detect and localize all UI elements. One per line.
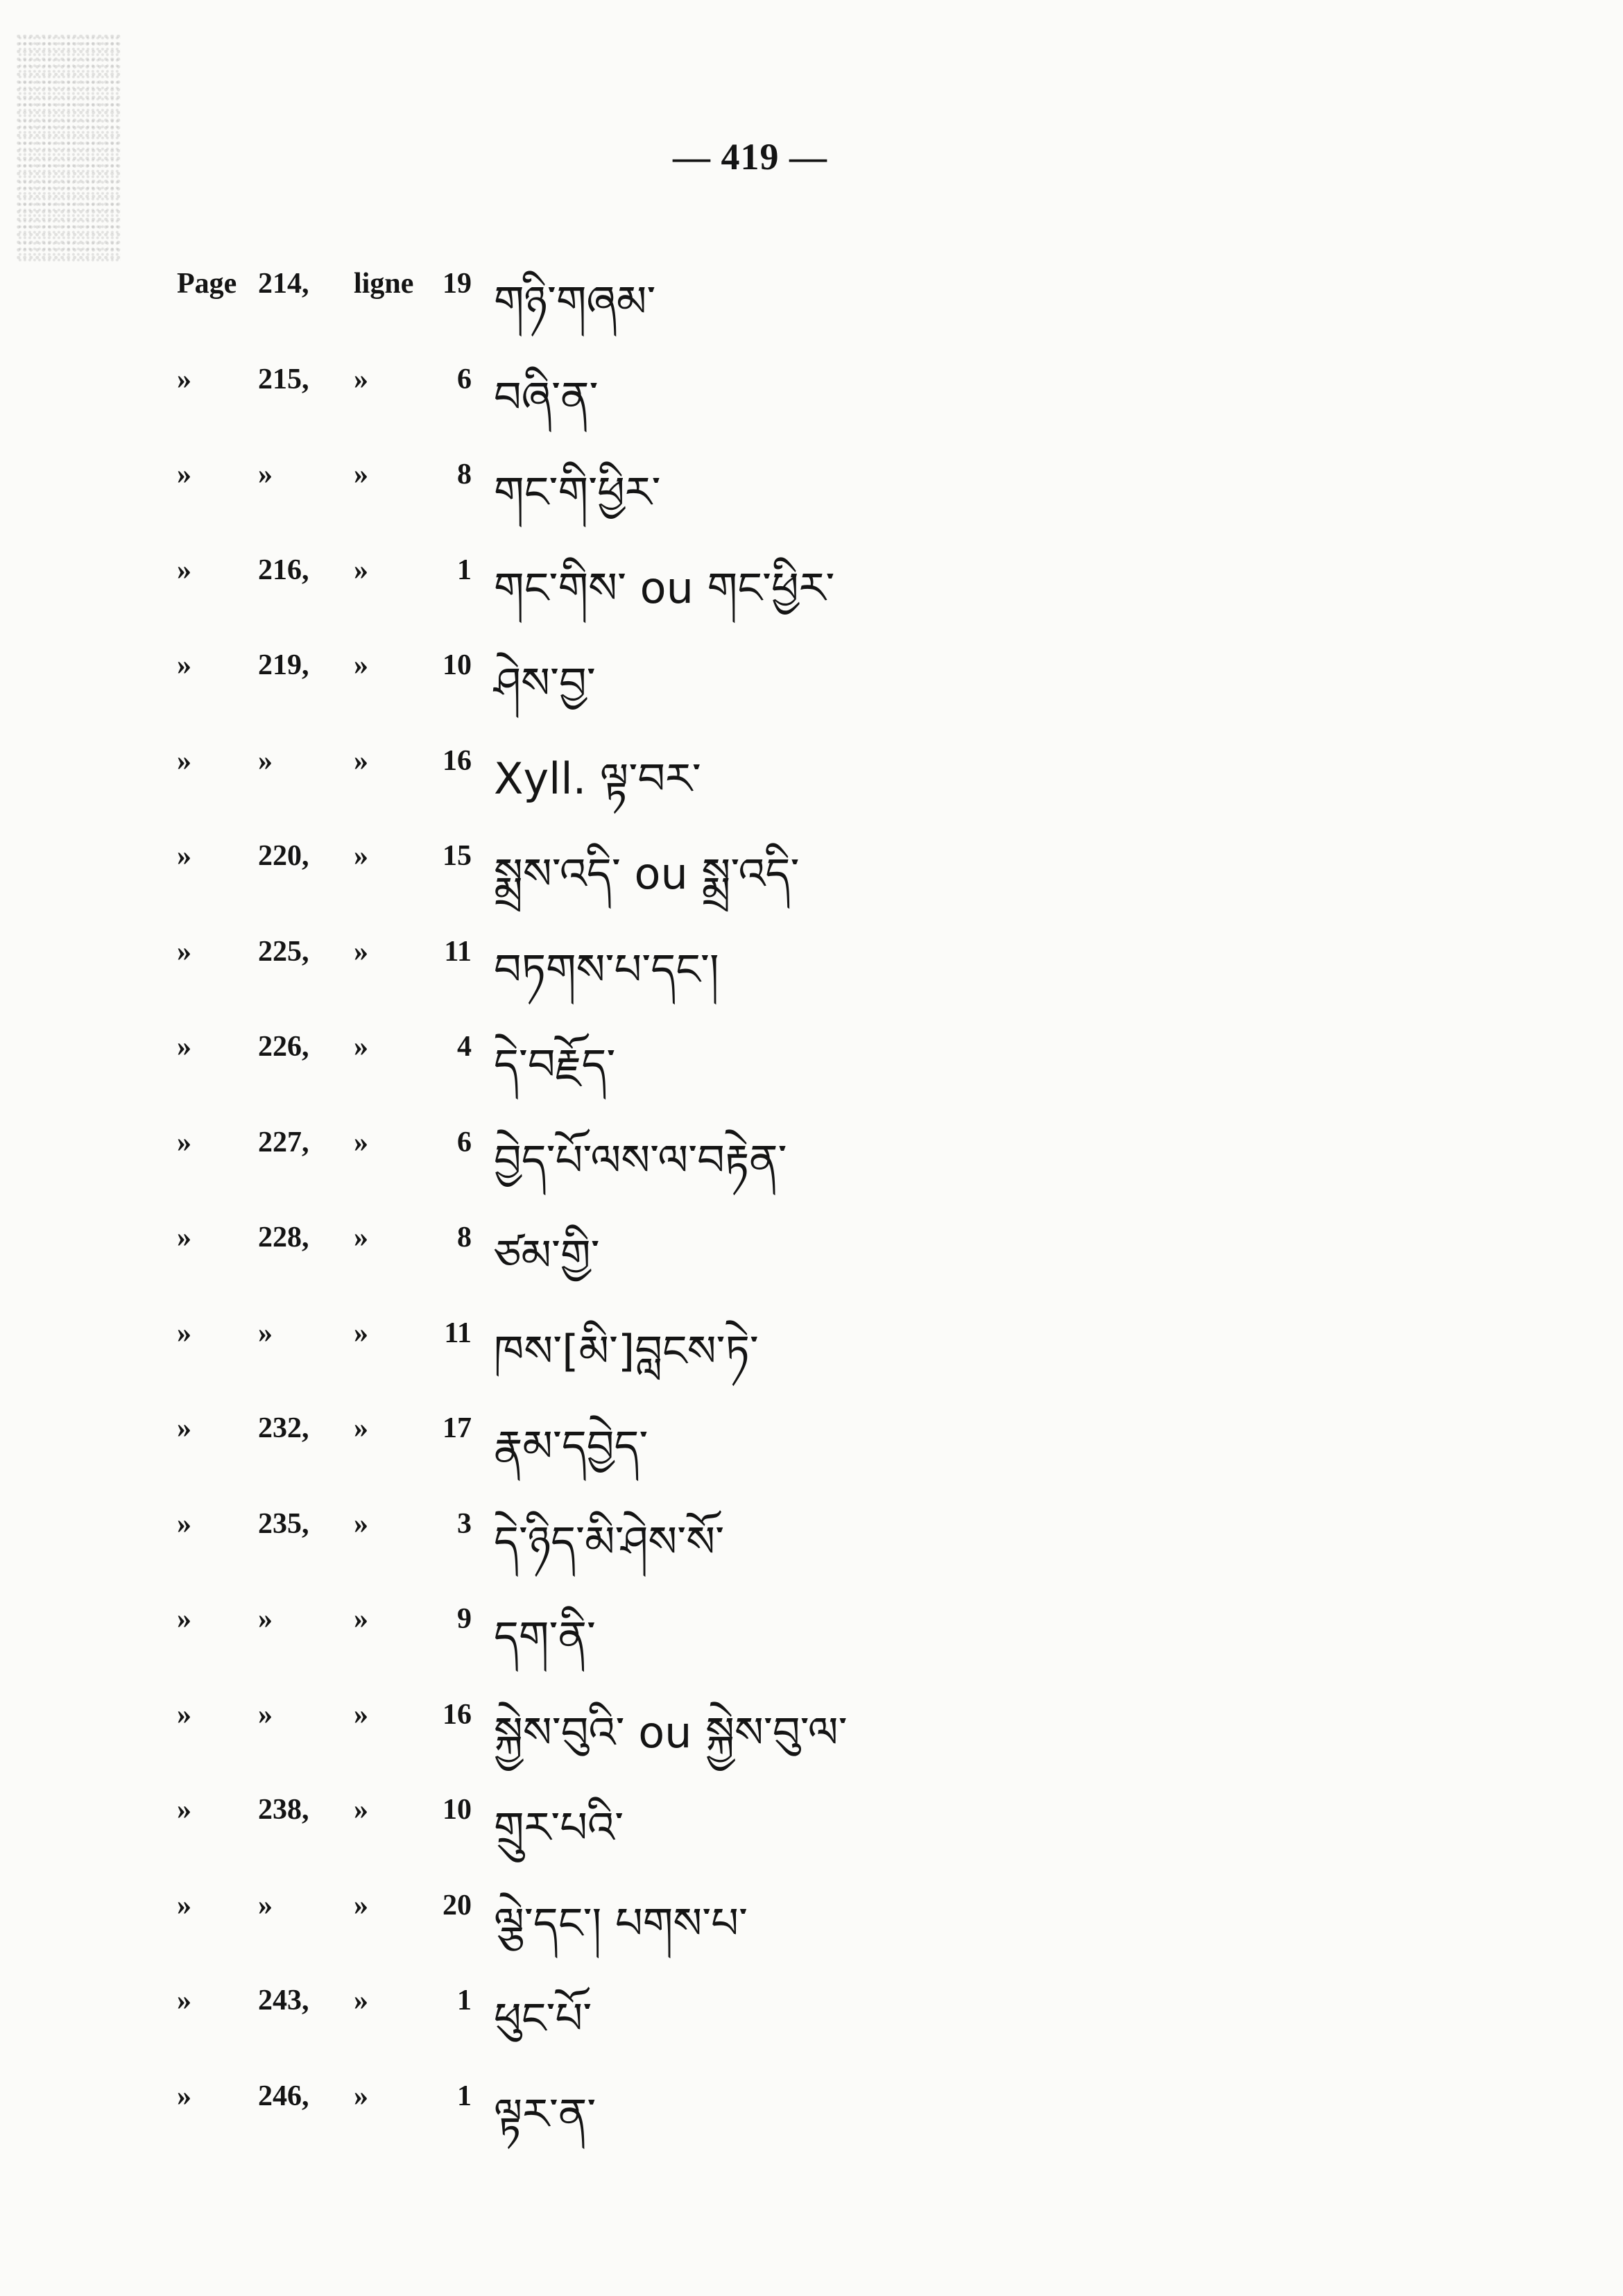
- errata-page-number: 227,: [258, 1126, 309, 1158]
- errata-row: [0, 628, 1623, 708]
- errata-label: »: [177, 840, 191, 872]
- errata-page-number: 220,: [258, 840, 309, 872]
- errata-label: »: [177, 744, 191, 777]
- errata-ligne-label: »: [354, 1126, 368, 1158]
- errata-page-number: 228,: [258, 1222, 309, 1253]
- errata-ligne-label: »: [354, 363, 368, 395]
- errata-line-number: 11: [444, 935, 472, 968]
- errata-row: [0, 1009, 1623, 1090]
- errata-label: »: [177, 1794, 191, 1826]
- errata-row: [0, 723, 1623, 804]
- errata-row: [0, 1487, 1623, 1567]
- errata-label: »: [177, 649, 191, 681]
- errata-ligne-label: »: [354, 1222, 368, 1253]
- errata-label: »: [177, 1222, 191, 1253]
- errata-tibetan-text: སྨྲས་འདི་ ou སྨྲ་འདི་: [494, 848, 800, 899]
- errata-line-number: 17: [443, 1412, 472, 1444]
- errata-page-number: »: [258, 1698, 273, 1731]
- errata-tibetan-text: གཉི་གཞམ་: [494, 276, 656, 327]
- errata-ligne-label: »: [354, 1031, 368, 1063]
- errata-tibetan-text: བཞི་ན་: [494, 371, 599, 422]
- errata-line-number: 6: [457, 1126, 472, 1158]
- errata-line-number: 4: [457, 1031, 472, 1063]
- errata-page-number: 246,: [258, 2080, 309, 2112]
- errata-label: »: [177, 363, 191, 395]
- errata-page-number: 232,: [258, 1412, 309, 1444]
- errata-page-number: »: [258, 1603, 273, 1635]
- errata-tibetan-text: དག་ནི་: [494, 1611, 596, 1662]
- errata-tibetan-text: བྱེད་པོ་ལས་ལ་བརྟེན་: [494, 1134, 787, 1185]
- errata-label: »: [177, 935, 191, 968]
- errata-line-number: 19: [443, 268, 472, 300]
- errata-label: »: [177, 554, 191, 586]
- errata-page-number: 215,: [258, 363, 309, 395]
- errata-row: [0, 2059, 1623, 2139]
- errata-line-number: 3: [457, 1507, 472, 1540]
- errata-page-number: 225,: [258, 935, 309, 968]
- errata-tibetan-text: བཏགས་པ་དང་།: [494, 943, 719, 995]
- errata-line-number: 9: [457, 1603, 472, 1635]
- errata-line-number: 11: [444, 1317, 472, 1349]
- errata-ligne-label: »: [354, 744, 368, 777]
- errata-label: »: [177, 459, 191, 490]
- errata-page-number: 238,: [258, 1794, 309, 1826]
- errata-page-number: »: [258, 744, 273, 777]
- errata-row: [0, 246, 1623, 327]
- errata-line-number: 15: [443, 840, 472, 872]
- errata-tibetan-text: ཙམ་གྱི་: [494, 1230, 600, 1280]
- errata-label: »: [177, 1031, 191, 1063]
- errata-tibetan-text: གང་གིས་ ou གང་ཕྱིར་: [494, 562, 835, 613]
- errata-tibetan-text: ཁས་[མི་]བླངས་ཏེ་: [494, 1325, 759, 1376]
- errata-ligne-label: »: [354, 1507, 368, 1540]
- errata-line-number: 1: [457, 554, 472, 586]
- errata-tibetan-text: གྲུར་པའི་: [494, 1802, 624, 1853]
- errata-page-number: 216,: [258, 554, 309, 586]
- errata-label: »: [177, 1603, 191, 1635]
- errata-label: »: [177, 1412, 191, 1444]
- errata-label: »: [177, 1985, 191, 2016]
- errata-line-number: 8: [457, 1222, 472, 1253]
- errata-row: [0, 819, 1623, 899]
- page-number: — 419 —: [673, 136, 827, 178]
- errata-tibetan-text: ལྟར་ན་: [494, 2088, 596, 2139]
- errata-row: [0, 1582, 1623, 1662]
- errata-line-number: 1: [457, 2080, 472, 2112]
- errata-row: [0, 437, 1623, 517]
- errata-tibetan-text: དེ་བརྗོད་: [494, 1039, 616, 1090]
- errata-line-number: 10: [443, 649, 472, 681]
- errata-ligne-label: »: [354, 840, 368, 872]
- errata-ligne-label: »: [354, 935, 368, 968]
- errata-ligne-label: »: [354, 1603, 368, 1635]
- errata-ligne-label: »: [354, 1794, 368, 1826]
- errata-tibetan-text: སྐྱེས་བུའི་ ou སྐྱེས་བུ་ལ་: [494, 1706, 848, 1758]
- errata-row: [0, 1296, 1623, 1376]
- errata-page-number: »: [258, 459, 273, 490]
- errata-page-number: 219,: [258, 649, 309, 681]
- errata-label: Page: [177, 268, 237, 300]
- errata-ligne-label: ligne: [354, 268, 414, 300]
- errata-ligne-label: »: [354, 1412, 368, 1444]
- errata-row: [0, 914, 1623, 995]
- errata-ligne-label: »: [354, 1985, 368, 2016]
- errata-row: [0, 533, 1623, 613]
- errata-ligne-label: »: [354, 2080, 368, 2112]
- errata-label: »: [177, 1889, 191, 1921]
- errata-ligne-label: »: [354, 1698, 368, 1731]
- errata-row: [0, 1391, 1623, 1471]
- errata-tibetan-text: ཤེས་བྱ་: [494, 658, 596, 708]
- errata-page-number: 214,: [258, 268, 309, 300]
- errata-row: [0, 1677, 1623, 1758]
- errata-line-number: 8: [457, 459, 472, 490]
- errata-row: [0, 1868, 1623, 1948]
- errata-row: [0, 1772, 1623, 1853]
- errata-label: »: [177, 1507, 191, 1540]
- errata-line-number: 6: [457, 363, 472, 395]
- errata-page-number: 243,: [258, 1985, 309, 2016]
- errata-label: »: [177, 1698, 191, 1731]
- errata-tibetan-text: ལྕེ་དང་། པགས་པ་: [494, 1897, 748, 1948]
- errata-tibetan-text: དེ་ཉིད་མི་ཤེས་སོ་: [494, 1516, 725, 1567]
- errata-label: »: [177, 1126, 191, 1158]
- errata-tibetan-text: ཕུང་པོ་: [494, 1993, 592, 2044]
- errata-row: [0, 1200, 1623, 1280]
- errata-line-number: 16: [443, 1698, 472, 1731]
- errata-ligne-label: »: [354, 1317, 368, 1349]
- errata-label: »: [177, 1317, 191, 1349]
- errata-ligne-label: »: [354, 459, 368, 490]
- errata-row: [0, 342, 1623, 422]
- errata-ligne-label: »: [354, 1889, 368, 1921]
- errata-line-number: 10: [443, 1794, 472, 1826]
- errata-ligne-label: »: [354, 649, 368, 681]
- errata-ligne-label: »: [354, 554, 368, 586]
- errata-row: [0, 1963, 1623, 2044]
- errata-page-number: »: [258, 1317, 273, 1349]
- errata-label: »: [177, 2080, 191, 2112]
- errata-page-number: »: [258, 1889, 273, 1921]
- errata-page-number: 226,: [258, 1031, 309, 1063]
- errata-tibetan-text: གང་གི་ཕྱིར་: [494, 467, 661, 517]
- errata-tibetan-text: རྣམ་དབྱེད་: [494, 1421, 649, 1471]
- errata-line-number: 1: [457, 1985, 472, 2016]
- errata-page-number: 235,: [258, 1507, 309, 1540]
- errata-tibetan-text: Xyll. ལྟ་བར་: [494, 753, 701, 804]
- errata-row: [0, 1105, 1623, 1185]
- errata-line-number: 20: [443, 1889, 472, 1921]
- errata-line-number: 16: [443, 744, 472, 777]
